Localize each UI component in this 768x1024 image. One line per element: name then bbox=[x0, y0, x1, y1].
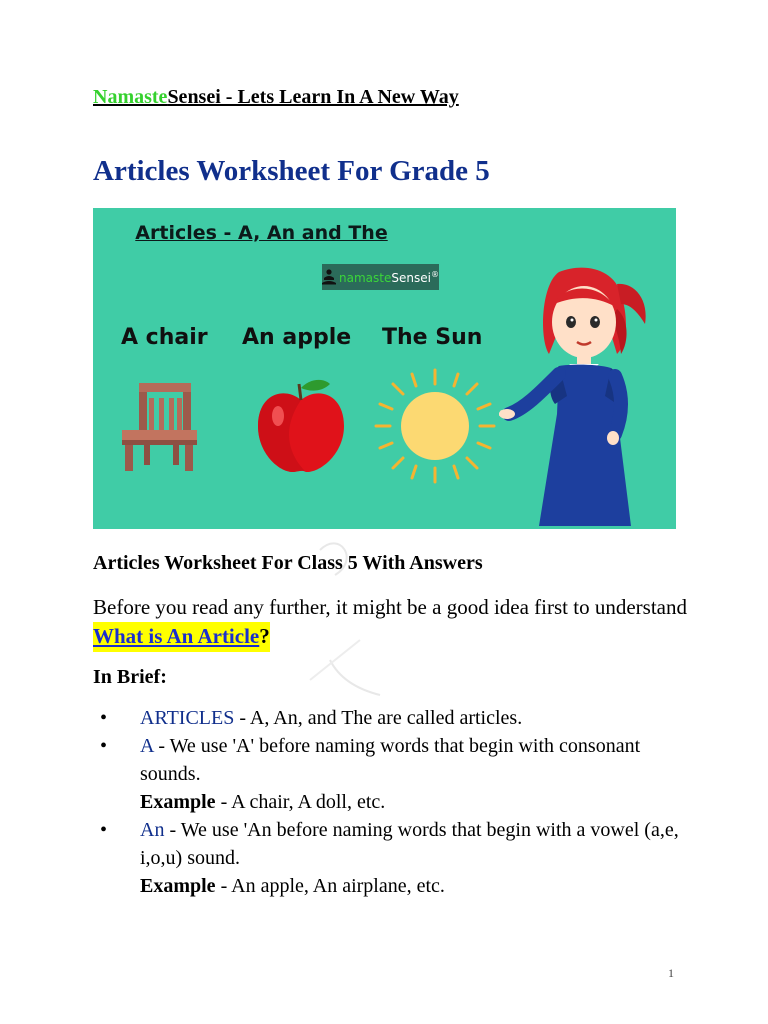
bullet-marker: • bbox=[100, 819, 108, 841]
site-header-link[interactable] bbox=[93, 86, 459, 109]
brand-namaste: Namaste bbox=[93, 86, 168, 108]
bullet-text: - We use 'A' before naming words that begin with consonant sounds. bbox=[140, 735, 641, 785]
namastesensei-logo bbox=[322, 264, 439, 290]
example-label: Example bbox=[140, 791, 216, 813]
articles-bullet-list bbox=[100, 704, 700, 900]
label-an-apple: An apple bbox=[242, 325, 352, 350]
bullet-term-a: A bbox=[140, 735, 154, 757]
logo-text-sensei: Sensei bbox=[391, 270, 431, 285]
brand-tagline: Sensei - Lets Learn In A New Way bbox=[167, 86, 459, 108]
label-the-sun: The Sun bbox=[382, 325, 483, 350]
bullet-term-an: An bbox=[140, 819, 165, 841]
list-item bbox=[100, 816, 700, 900]
page-number: 1 bbox=[668, 966, 674, 980]
bullet-marker: • bbox=[100, 707, 108, 729]
articles-banner bbox=[93, 208, 676, 529]
apple-icon bbox=[254, 376, 348, 476]
sun-icon bbox=[370, 366, 500, 486]
meditation-icon bbox=[322, 269, 336, 285]
teacher-illustration bbox=[499, 264, 649, 529]
logo-text-namaste: namaste bbox=[339, 270, 392, 285]
section-subheading: Articles Worksheet For Class 5 With Answers bbox=[93, 552, 483, 574]
bullet-term-articles: ARTICLES bbox=[140, 707, 235, 729]
banner-title: Articles - A, An and The bbox=[135, 222, 388, 244]
bullet-text: - A, An, and The are called articles. bbox=[234, 707, 523, 729]
intro-paragraph bbox=[93, 593, 693, 651]
intro-question-mark: ? bbox=[259, 624, 270, 648]
chair-icon bbox=[119, 378, 201, 473]
page-title: Articles Worksheet For Grade 5 bbox=[93, 155, 490, 187]
bullet-text: - We use 'An before naming words that begin with a vowel (a,e, i,o,u) sound. bbox=[140, 819, 679, 869]
logo-registered-mark: ® bbox=[430, 269, 439, 279]
example-text: - An apple, An airplane, etc. bbox=[215, 875, 445, 897]
what-is-an-article-link[interactable]: What is An Article bbox=[93, 624, 260, 648]
label-a-chair: A chair bbox=[121, 325, 208, 350]
list-item bbox=[100, 704, 700, 732]
in-brief-heading: In Brief: bbox=[93, 666, 167, 688]
example-label: Example bbox=[140, 875, 216, 897]
example-text: - A chair, A doll, etc. bbox=[215, 791, 386, 813]
list-item bbox=[100, 732, 700, 816]
article-link-highlight bbox=[93, 622, 270, 652]
bullet-marker: • bbox=[100, 735, 108, 757]
intro-text: Before you read any further, it might be a good idea first to understand bbox=[93, 595, 687, 619]
